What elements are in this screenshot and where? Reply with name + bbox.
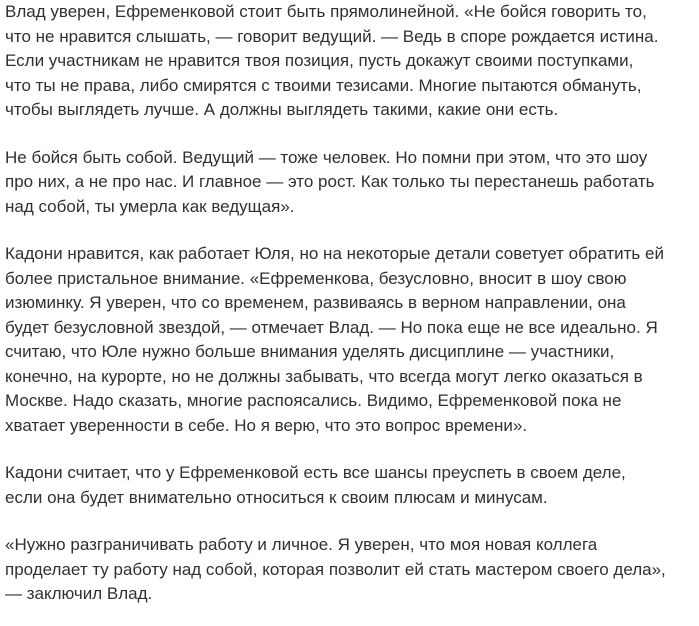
text-line: над собой, ты умерла как ведущая». [5,196,295,216]
text-line: «Нужно разграничивать работу и личное. Я уверен, что моя новая коллега [5,535,598,554]
text-line: более пристальное внимание. «Ефременкова, безусловно, вносит в шоу свою [5,268,627,288]
text-line: Кадони считает, что у Ефременковой есть все шансы преуспеть в своем деле, [5,463,626,482]
paragraph-3 [5,242,695,438]
text-line: считаю, что Юле нужно больше внимания уделять дисциплине — участники, [5,342,615,361]
text-line: хватает уверенности в себе. Но я верю, что это вопрос времени». [5,415,528,435]
text-line: конечно, на курорте, но не должны забывать, что всегда могут легко оказаться в [5,366,643,386]
paragraph-4 [5,461,695,510]
text-line: проделает ту работу над собой, которая позволит ей стать мастером своего дела», [5,559,666,579]
paragraph-1 [5,0,695,123]
paragraph-2 [5,146,695,220]
text-line: Влад уверен, Ефременковой стоит быть прямолинейной. «Не бойся говорить то, [5,2,647,21]
text-line: Москве. Надо сказать, многие распоясались. Видимо, Ефременковой пока не [5,391,622,410]
text-line: — заключил Влад. [5,584,153,603]
text-line: что не нравится слышать, — говорит ведущий. — Ведь в споре рождается истина. [5,26,659,46]
text-line: Если участникам не нравится твоя позиция, пусть докажут своими поступками, [5,51,634,70]
text-line: что ты не права, либо смирятся с твоими тезисами. Многие пытаются обмануть, [5,75,642,95]
paragraph-5 [5,533,695,607]
text-line: если она будет внимательно относиться к своим плюсам и минусам. [5,487,548,507]
text-line: изюминку. Я уверен, что со временем, развиваясь в верном направлении, она [5,293,626,312]
text-line: Кадони нравится, как работает Юля, но на некоторые детали советует обратить ей [5,244,664,263]
text-line: чтобы выглядеть лучше. А должны выглядеть такими, какие они есть. [5,100,559,119]
text-line: Не бойся быть собой. Ведущий — тоже человек. Но помни при этом, что это шоу [5,147,648,167]
text-line: про них, а не про нас. И главное — это рост. Как только ты перестанешь работать [5,172,655,191]
text-line: будет безусловной звездой, — отмечает Влад. — Но пока еще не все идеально. Я [5,317,658,337]
